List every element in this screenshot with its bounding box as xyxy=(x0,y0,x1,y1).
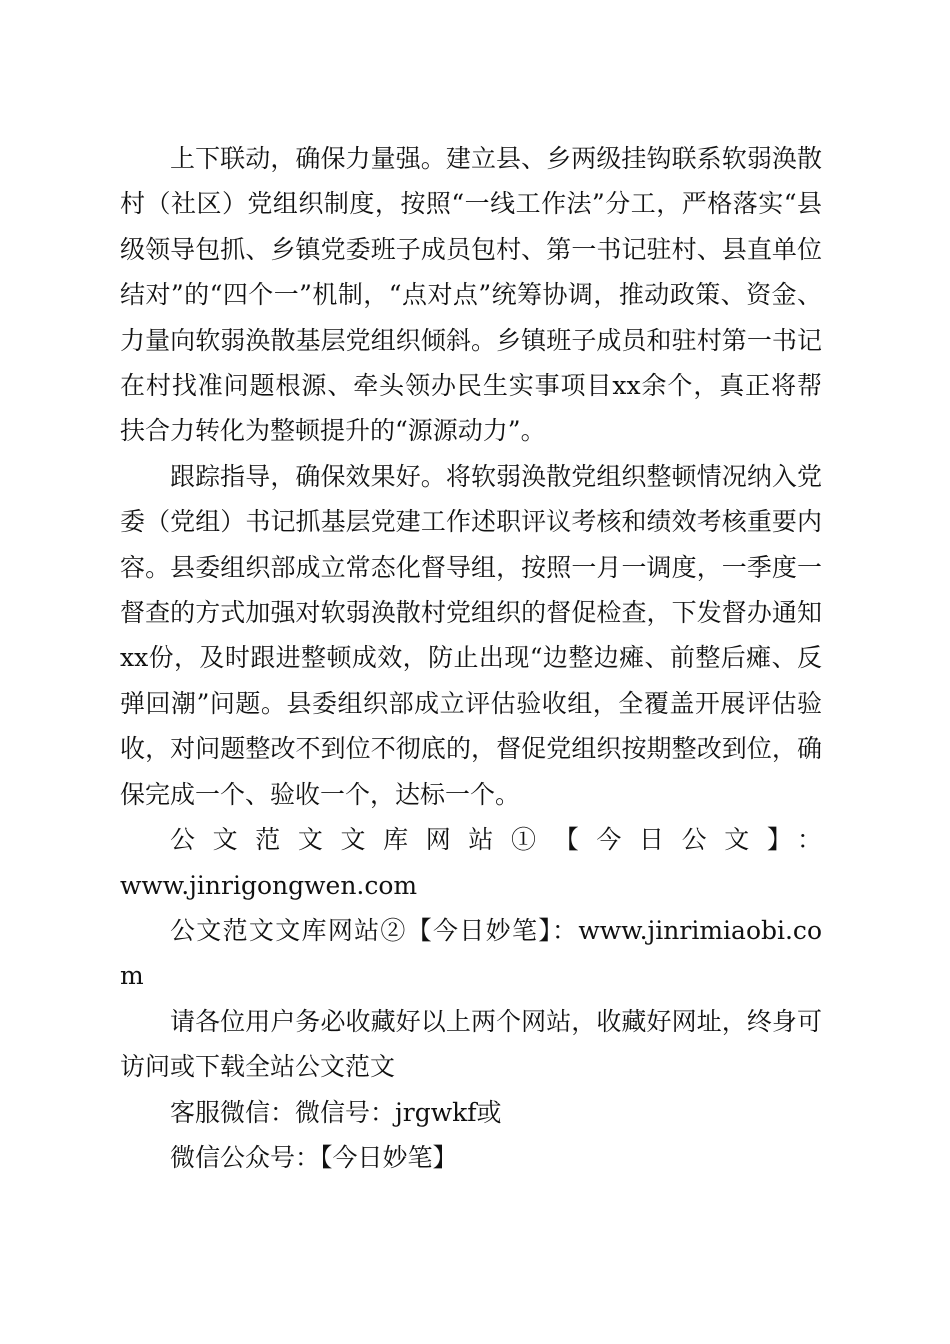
body-paragraph-2: 跟踪指导，确保效果好。将软弱涣散党组织整顿情况纳入党委（党组）书记抓基层党建工作述职评议考核和绩效考核重要内容。县委组织部成立常态化督导组，按照一月一调度，一季度一督查的方式加强对软弱涣散村党组织的督促检查，下发督办通知xx份，及时跟进整顿成效，防止出现“边整边瘫、前整后瘫、反弹回潮”问题。县委组织部成立评估验收组，全覆盖开展评估验收，对问题整改不到位不彻底的，督促党组织按期整改到位，确保完成一个、验收一个，达标一个。 xyxy=(120,461,822,809)
site-1-url[interactable]: www.jinrigongwen.com xyxy=(120,870,418,900)
customer-service-line: 客服微信：微信号：jrgwkf或 xyxy=(170,1097,502,1127)
site-1-label: 公文范文文库网站①【今日公文】： xyxy=(170,825,822,855)
wechat-account-line: 微信公众号：【今日妙笔】 xyxy=(170,1142,458,1172)
body-paragraph-1: 上下联动，确保力量强。建立县、乡两级挂钩联系软弱涣散村（社区）党组织制度，按照“一线工作法”分工，严格落实“县级领导包抓、乡镇党委班子成员包村、第一书记驻村、县直单位结对”的“四个一”机制，“点对点”统筹协调，推动政策、资金、力量向软弱涣散基层党组织倾斜。乡镇班子成员和驻村第一书记在村找准问题根源、牵头领办民生实事项目xx余个，真正将帮扶合力转化为整顿提升的“源源动力”。 xyxy=(120,144,822,446)
bookmark-notice: 请各位用户务必收藏好以上两个网站，收藏好网址，终身可访问或下载全站公文范文 xyxy=(120,1006,822,1082)
document-page xyxy=(120,136,822,1180)
site-2-line[interactable]: 公文范文文库网站②【今日妙笔】：www.jinrimiaobi.com xyxy=(120,915,822,991)
